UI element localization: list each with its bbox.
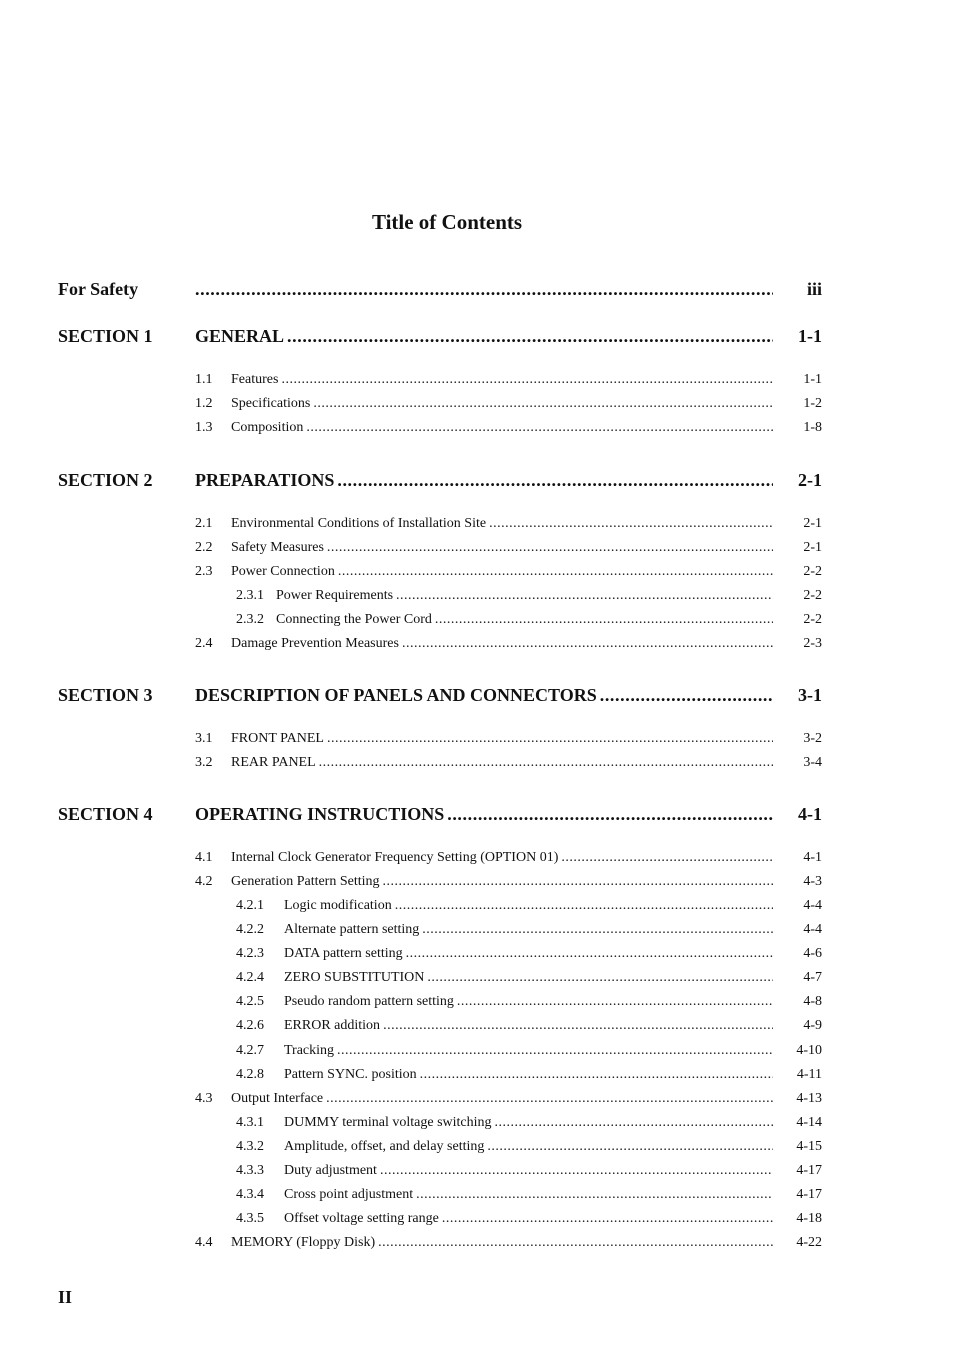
toc-subitem — [0, 1041, 954, 1061]
toc-subitem — [0, 944, 954, 964]
toc-page-number: 4-1 — [803, 850, 822, 865]
toc-page-number: 4-22 — [796, 1235, 822, 1250]
leader-dots — [396, 586, 773, 606]
toc-item-entry — [236, 1137, 773, 1157]
toc-heading-label: For Safety — [58, 279, 139, 299]
toc-item-number: 4.3.2 — [236, 1139, 264, 1154]
toc-item-number: 3.2 — [195, 755, 213, 770]
toc-item-text: Logic modification — [284, 898, 392, 913]
toc-page-number: 4-3 — [803, 874, 822, 889]
leader-dots — [306, 418, 773, 438]
toc-page-number: 2-3 — [803, 636, 822, 651]
leader-dots — [416, 1185, 773, 1205]
toc-item-entry — [195, 394, 773, 414]
toc-item-number: 4.2 — [195, 874, 213, 889]
toc-item-entry — [195, 1089, 773, 1109]
toc-item-entry — [195, 370, 773, 390]
toc-section-2 — [0, 468, 954, 492]
toc-item-entry — [195, 729, 773, 749]
page-title: Title of Contents — [371, 210, 523, 234]
leader-dots — [420, 1065, 773, 1085]
toc-item-number: 4.2.5 — [236, 994, 264, 1009]
toc-item-number: 4.4 — [195, 1235, 213, 1250]
leader-dots — [422, 920, 773, 940]
section-title: GENERAL — [195, 326, 285, 346]
leader-dots — [383, 1016, 773, 1036]
toc-item-number: 4.2.2 — [236, 922, 264, 937]
toc-item-text: Offset voltage setting range — [284, 1211, 439, 1226]
toc-item-text: Environmental Conditions of Installation Site — [231, 516, 487, 531]
toc-item-text: Internal Clock Generator Frequency Setting (OPTION 01) — [231, 850, 559, 865]
toc-item-entry — [236, 1161, 773, 1181]
toc-item-text: REAR PANEL — [231, 755, 316, 770]
toc-item-text: Features — [231, 372, 279, 387]
toc-item — [0, 872, 954, 892]
toc-item-text: Tracking — [284, 1043, 335, 1058]
toc-page-number: 1-1 — [803, 372, 822, 387]
toc-page-number: 2-1 — [798, 470, 822, 490]
toc-subitem — [0, 1185, 954, 1205]
section-label: SECTION 2 — [58, 470, 153, 490]
toc-page-number: 4-6 — [803, 946, 822, 961]
toc-item-number: 1.2 — [195, 396, 213, 411]
toc-item — [0, 418, 954, 438]
toc-page-number: 4-4 — [803, 922, 822, 937]
toc-page-number: 4-7 — [803, 970, 822, 985]
toc-item-entry — [236, 968, 773, 988]
toc-page-number: 2-1 — [803, 540, 822, 555]
leader-dots — [319, 753, 773, 773]
toc-subitem — [0, 992, 954, 1012]
toc-page-number: 1-2 — [803, 396, 822, 411]
toc-item-number: 1.1 — [195, 372, 213, 387]
section-title: PREPARATIONS — [195, 470, 335, 490]
toc-item-text: Amplitude, offset, and delay setting — [284, 1139, 485, 1154]
toc-item-entry — [236, 920, 773, 940]
toc-item-number: 2.1 — [195, 516, 213, 531]
leader-dots — [487, 1137, 773, 1157]
toc-page-number: 4-4 — [803, 898, 822, 913]
leader-dots — [406, 944, 773, 964]
toc-item-number: 4.2.1 — [236, 898, 264, 913]
toc-subitem — [0, 1113, 954, 1133]
toc-item-entry — [195, 418, 773, 438]
toc-item-entry — [236, 944, 773, 964]
leader-dots — [447, 802, 773, 826]
leader-dots — [383, 872, 773, 892]
toc-item-text: Power Connection — [231, 564, 335, 579]
toc-item-text: Safety Measures — [231, 540, 324, 555]
toc-subitem — [0, 586, 954, 606]
toc-item-text: FRONT PANEL — [231, 731, 324, 746]
toc-entry-for-safety — [0, 277, 954, 301]
toc-item-entry — [195, 1233, 773, 1253]
toc-item-text: ERROR addition — [284, 1018, 381, 1033]
toc-item-entry — [236, 1041, 773, 1061]
section-title: OPERATING INSTRUCTIONS — [195, 804, 445, 824]
toc-item-entry — [195, 634, 773, 654]
leader-dots — [287, 324, 773, 348]
section-entry — [195, 802, 773, 826]
toc-item-text: ZERO SUBSTITUTION — [284, 970, 425, 985]
toc-page-number: 4-17 — [796, 1163, 822, 1178]
section-label: SECTION 4 — [58, 804, 153, 824]
toc-item-number: 3.1 — [195, 731, 213, 746]
section-label: SECTION 3 — [58, 685, 153, 705]
page-number-footer: II — [58, 1287, 73, 1307]
toc-page-number: 2-2 — [803, 612, 822, 627]
leader-dots — [380, 1161, 773, 1181]
toc-heading-entry — [195, 277, 773, 301]
leader-dots — [313, 394, 773, 414]
toc-item-number: 4.1 — [195, 850, 213, 865]
toc-item-text: Power Requirements — [276, 588, 394, 603]
toc-item-number: 4.3.3 — [236, 1163, 264, 1178]
toc-page-number: 1-8 — [803, 420, 822, 435]
toc-page-number: 4-9 — [803, 1018, 822, 1033]
leader-dots — [337, 468, 773, 492]
toc-page-number: 4-11 — [796, 1067, 822, 1082]
toc-item-text: Generation Pattern Setting — [231, 874, 380, 889]
leader-dots — [402, 634, 773, 654]
section-entry — [195, 683, 773, 707]
section-label: SECTION 1 — [58, 326, 153, 346]
toc-item-entry — [236, 1065, 773, 1085]
toc-item-entry — [195, 872, 773, 892]
toc-section-1 — [0, 324, 954, 348]
toc-item — [0, 1233, 954, 1253]
toc-page-number: 4-8 — [803, 994, 822, 1009]
toc-item-text: Composition — [231, 420, 304, 435]
leader-dots — [338, 562, 773, 582]
toc-item-entry — [236, 992, 773, 1012]
toc-subitem — [0, 1137, 954, 1157]
toc-item — [0, 634, 954, 654]
toc-item-text: Output Interface — [231, 1091, 324, 1106]
toc-item-number: 4.2.8 — [236, 1067, 264, 1082]
toc-item — [0, 1089, 954, 1109]
toc-item-number: 1.3 — [195, 420, 213, 435]
toc-page-number: 1-1 — [798, 326, 822, 346]
toc-section-4 — [0, 802, 954, 826]
section-entry — [195, 468, 773, 492]
leader-dots — [457, 992, 773, 1012]
toc-item-text: Connecting the Power Cord — [276, 612, 432, 627]
toc-subitem — [0, 610, 954, 630]
leader-dots — [561, 848, 773, 868]
leader-dots — [489, 514, 773, 534]
toc-item-number: 2.3.1 — [236, 588, 264, 603]
leader-dots — [326, 1089, 773, 1109]
section-entry — [195, 324, 773, 348]
toc-item — [0, 394, 954, 414]
toc-item-number: 4.2.7 — [236, 1043, 264, 1058]
toc-item-entry — [236, 1113, 773, 1133]
leader-dots — [327, 729, 773, 749]
toc-item-text: Duty adjustment — [284, 1163, 377, 1178]
toc-item-text: DATA pattern setting — [284, 946, 403, 961]
toc-item — [0, 729, 954, 749]
toc-page-number: 4-1 — [798, 804, 822, 824]
toc-item-entry — [195, 562, 773, 582]
toc-page-number: 4-17 — [796, 1187, 822, 1202]
toc-page-number: iii — [806, 279, 822, 299]
toc-subitem — [0, 1016, 954, 1036]
leader-dots — [427, 968, 773, 988]
toc-item-number: 4.3.1 — [236, 1115, 264, 1130]
toc-item-number: 2.3.2 — [236, 612, 264, 627]
leader-dots — [378, 1233, 773, 1253]
toc-item-entry — [236, 1016, 773, 1036]
toc-item-entry — [195, 538, 773, 558]
toc-page-number: 4-13 — [796, 1091, 822, 1106]
toc-item-entry — [236, 586, 773, 606]
toc-subitem — [0, 968, 954, 988]
toc-item — [0, 370, 954, 390]
toc-item-text: DUMMY terminal voltage switching — [284, 1115, 492, 1130]
toc-item-number: 2.4 — [195, 636, 213, 651]
toc-page-number: 3-1 — [798, 685, 822, 705]
toc-page-number: 4-10 — [796, 1043, 822, 1058]
toc-item-number: 4.2.4 — [236, 970, 264, 985]
toc-page-number: 4-14 — [796, 1115, 822, 1130]
leader-dots — [327, 538, 773, 558]
toc-item-entry — [195, 514, 773, 534]
toc-page-number: 3-4 — [803, 755, 822, 770]
toc-item — [0, 753, 954, 773]
toc-subitem — [0, 1065, 954, 1085]
toc-item-text: Pseudo random pattern setting — [284, 994, 454, 1009]
toc-item-number: 4.3.4 — [236, 1187, 264, 1202]
toc-item — [0, 514, 954, 534]
toc-subitem — [0, 1161, 954, 1181]
leader-dots — [337, 1041, 773, 1061]
leader-dots — [281, 370, 773, 390]
toc-section-3 — [0, 683, 954, 707]
leader-dots — [442, 1209, 773, 1229]
toc-item-entry — [195, 753, 773, 773]
leader-dots — [195, 277, 773, 301]
toc-item-text: Pattern SYNC. position — [284, 1067, 417, 1082]
toc-subitem — [0, 920, 954, 940]
toc-page-number: 2-2 — [803, 564, 822, 579]
toc-item-text: Specifications — [231, 396, 311, 411]
toc-item-entry — [236, 1185, 773, 1205]
toc-item-entry — [195, 848, 773, 868]
leader-dots — [395, 896, 773, 916]
toc-subitem — [0, 1209, 954, 1229]
toc-item-text: Alternate pattern setting — [284, 922, 420, 937]
toc-page-number: 4-15 — [796, 1139, 822, 1154]
toc-item-number: 4.3.5 — [236, 1211, 264, 1226]
toc-item-number: 4.2.3 — [236, 946, 264, 961]
toc-item — [0, 562, 954, 582]
toc-item-text: MEMORY (Floppy Disk) — [231, 1235, 376, 1250]
toc-page-number: 3-2 — [803, 731, 822, 746]
toc-item — [0, 848, 954, 868]
toc-subitem — [0, 896, 954, 916]
toc-item-text: Cross point adjustment — [284, 1187, 414, 1202]
section-title: DESCRIPTION OF PANELS AND CONNECTORS — [195, 685, 597, 705]
toc-item-entry — [236, 896, 773, 916]
toc-item-entry — [236, 610, 773, 630]
leader-dots — [600, 683, 773, 707]
leader-dots — [495, 1113, 773, 1133]
toc-item — [0, 538, 954, 558]
toc-item-text: Damage Prevention Measures — [231, 636, 399, 651]
toc-page-number: 2-2 — [803, 588, 822, 603]
toc-page-number: 4-18 — [796, 1211, 822, 1226]
toc-item-entry — [236, 1209, 773, 1229]
leader-dots — [435, 610, 773, 630]
toc-item-number: 4.2.6 — [236, 1018, 264, 1033]
toc-item-number: 4.3 — [195, 1091, 213, 1106]
toc-item-number: 2.2 — [195, 540, 213, 555]
toc-page-number: 2-1 — [803, 516, 822, 531]
toc-item-number: 2.3 — [195, 564, 213, 579]
